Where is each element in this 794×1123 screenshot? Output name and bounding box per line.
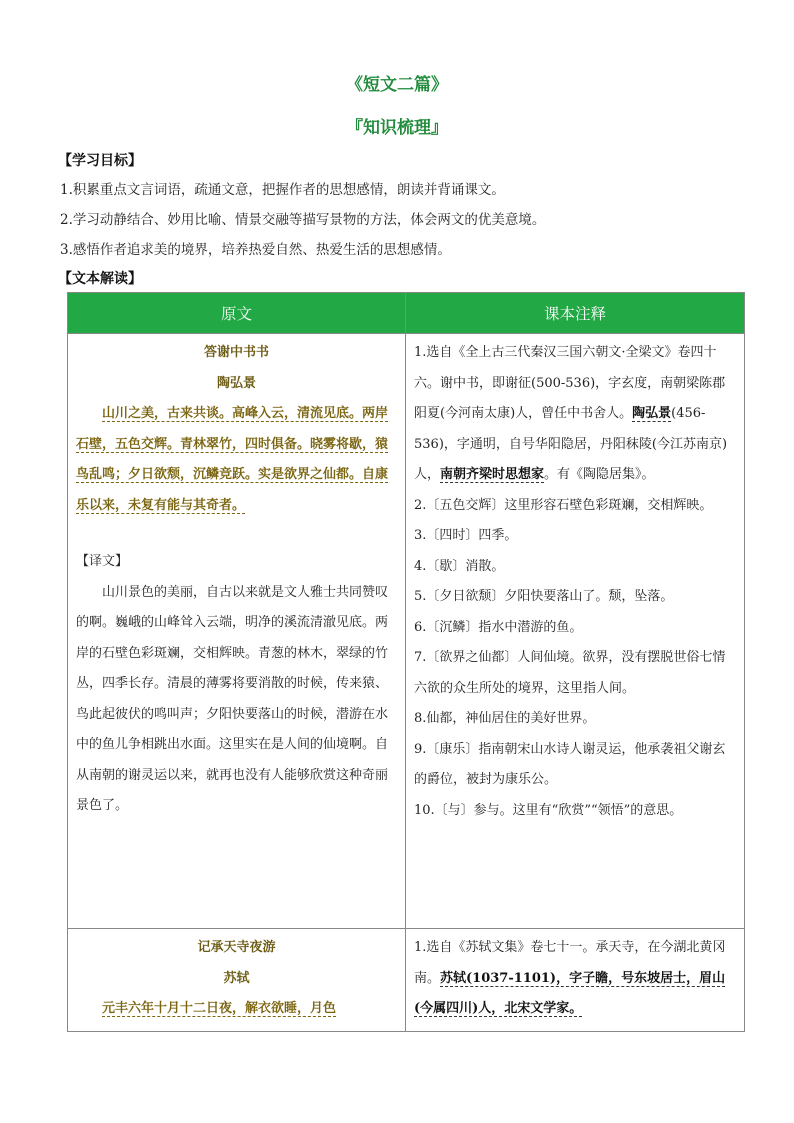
original-cell xyxy=(68,334,406,929)
table-row xyxy=(68,334,745,929)
goals-heading: 【学习目标】 xyxy=(58,153,142,169)
note-5: 5.〔夕日欲颓〕夕阳快要落山了。颓，坠落。 xyxy=(414,589,674,604)
original-text: 山川之美，古来共谈。高峰入云，清流见底。两岸石壁，五色交辉。青林翠竹，四时俱备。晓雾将歇，猿鸟乱鸣；夕日欲颓，沉鳞竞跃。实是欲界之仙都。自康乐以来，未复有能与其奇者。 xyxy=(76,406,389,513)
note-10: 10.〔与〕参与。这里有“欣赏”“领悟”的意思。 xyxy=(414,802,683,818)
original-cell-2 xyxy=(68,929,406,1032)
piece-title: 答谢中书书 xyxy=(203,345,269,360)
table-row xyxy=(68,929,745,1032)
page-title: 《短文二篇》 xyxy=(346,75,448,95)
col-header-notes: 课本注释 xyxy=(406,293,745,334)
note-3: 3.〔四时〕四季。 xyxy=(414,528,518,543)
note-9: 9.〔康乐〕指南朝宋山水诗人谢灵运，他承袭祖父谢玄的爵位，被封为康乐公。 xyxy=(414,741,726,787)
piece-title-2: 记承天寺夜游 xyxy=(197,940,276,955)
col-header-original: 原文 xyxy=(68,293,406,334)
note-1: 1.选自《全上古三代秦汉三国六朝文·全梁文》卷四十六。谢中书，即谢征(500-536)，字玄度，南朝梁陈郡阳夏(今河南太康)人，曾任中书舍人。陶弘景(456-536)，字通明，自号华阳隐居，丹阳秣陵(今江苏南京)人，南朝齐梁时思想家。有《陶隐居集》。 xyxy=(414,345,728,482)
piece-author-2: 苏轼 xyxy=(223,970,250,986)
translation-text: 山川景色的美丽，自古以来就是文人雅士共同赞叹的啊。巍峨的山峰耸入云端，明净的溪流清澈见底。两岸的石壁色彩斑斓，交相辉映。青葱的林木，翠绿的竹丛，四季长存。清晨的薄雾将要消散的时候，传来猿、鸟此起彼伏的鸣叫声；夕阳快要落山的时候，潜游在水中的鱼儿争相跳出水面。这里实在是人间的仙境啊。自从南朝的谢灵运以来，就再也没有人能够欣赏这种奇丽景色了。 xyxy=(76,584,389,813)
text-table xyxy=(67,292,745,1032)
section-subtitle: 『知识梳理』 xyxy=(346,118,448,138)
note-8: 8.仙都，神仙居住的美好世界。 xyxy=(414,711,596,726)
note-7: 7.〔欲界之仙都〕人间仙境。欲界，没有摆脱世俗七情六欲的众生所处的境界，这里指人间。 xyxy=(414,650,726,696)
notes-cell-2 xyxy=(406,929,745,1032)
original-text-2: 元丰六年十月十二日夜，解衣欲睡，月色 xyxy=(102,1001,337,1016)
note-4: 4.〔歇〕消散。 xyxy=(414,558,505,574)
notes-cell xyxy=(406,334,745,929)
translation-label: 【译文】 xyxy=(76,554,129,569)
note-6: 6.〔沉鳞〕指水中潜游的鱼。 xyxy=(414,619,583,635)
table-header-row xyxy=(68,293,745,334)
note-2: 2.〔五色交辉〕这里形容石壁色彩斑斓，交相辉映。 xyxy=(414,497,713,513)
goal-item-3: 3.感悟作者追求美的境界，培养热爱自然、热爱生活的思想感情。 xyxy=(60,242,451,258)
piece-author: 陶弘景 xyxy=(216,375,256,391)
text-section-heading: 【文本解读】 xyxy=(58,271,142,287)
goal-item-1: 1.积累重点文言词语，疏通文意，把握作者的思想感情，朗读并背诵课文。 xyxy=(60,182,505,198)
goal-item-2: 2.学习动静结合、妙用比喻、情景交融等描写景物的方法，体会两文的优美意境。 xyxy=(60,212,546,228)
note-2-1: 1.选自《苏轼文集》卷七十一。承天寺，在今湖北黄冈南。苏轼(1037-1101)，字子瞻，号东坡居士，眉山(今属四川)人，北宋文学家。 xyxy=(414,940,726,1016)
